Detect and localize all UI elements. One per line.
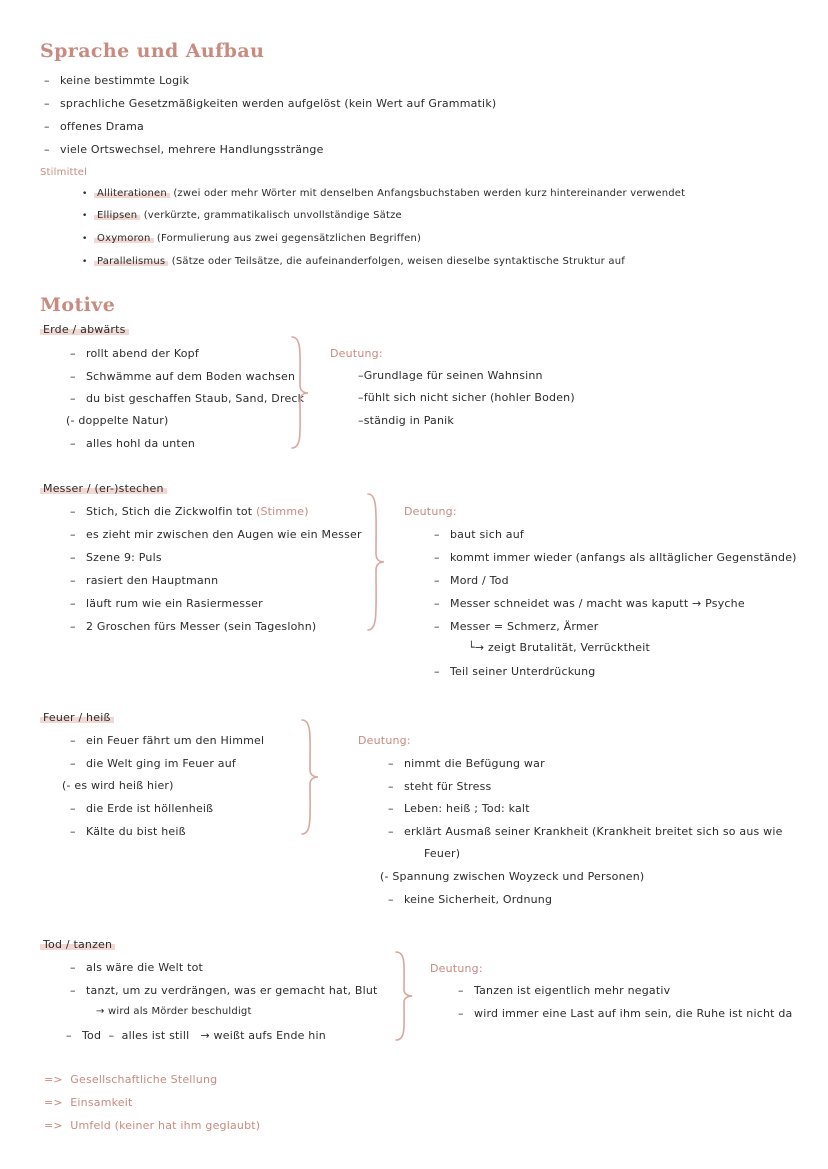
list-item: – die Welt ging im Feuer auf (70, 757, 236, 770)
section-title-motive: Motive (40, 294, 116, 316)
list-item: – Kälte du bist heiß (70, 825, 186, 838)
list-item: – die Erde ist höllenheiß (70, 802, 214, 815)
list-item: – viele Ortswechsel, mehrere Handlungsstränge (44, 143, 324, 156)
deutung-item: – Messer schneidet was / macht was kaputt → Psyche (434, 597, 745, 610)
list-item: – sprachliche Gesetzmäßigkeiten werden aufgelöst (kein Wert auf Grammatik) (44, 97, 497, 110)
deutung-label: Deutung: (358, 734, 411, 747)
deutung-item: –fühlt sich nicht sicher (hohler Boden) (358, 391, 575, 404)
motiv-heading-feuer: Feuer / heiß (40, 711, 114, 724)
stilmittel-label: Stilmittel (40, 167, 88, 178)
motiv-heading-erde: Erde / abwärts (40, 323, 129, 336)
conclusion-item: => Einsamkeit (44, 1096, 133, 1109)
motiv-heading-messer: Messer / (er-)stechen (40, 482, 167, 495)
deutung-label: Deutung: (430, 962, 483, 975)
stilmittel-item: • Ellipsen (verkürzte, grammatikalisch unvollständige Sätze (82, 210, 402, 221)
deutung-item: – Teil seiner Unterdrückung (434, 665, 596, 678)
brace (300, 718, 320, 836)
list-item: – ein Feuer fährt um den Himmel (70, 734, 265, 747)
list-item: – 2 Groschen fürs Messer (sein Tageslohn) (70, 620, 317, 633)
deutung-label: Deutung: (404, 505, 457, 518)
list-subitem: → wird als Mörder beschuldigt (96, 1006, 252, 1017)
stilmittel-item: • Parallelismus (Sätze oder Teilsätze, die aufeinanderfolgen, weisen dieselbe syntaktische Struktur auf (82, 256, 625, 267)
section-title-sprache: Sprache und Aufbau (40, 40, 265, 62)
deutung-label: Deutung: (330, 347, 383, 360)
stilmittel-item: • Alliterationen (zwei oder mehr Wörter mit denselben Anfangsbuchstaben werden kurz hintereinander verwendet (82, 188, 686, 199)
deutung-item: – kommt immer wieder (anfangs als alltäglicher Gegenstände) (434, 551, 797, 564)
deutung-item: – keine Sicherheit, Ordnung (388, 893, 553, 906)
deutung-item: –ständig in Panik (358, 414, 454, 427)
deutung-continuation: Feuer) (424, 847, 461, 860)
motiv-heading-tod: Tod / tanzen (40, 938, 115, 951)
deutung-item: (- Spannung zwischen Woyzeck und Personen) (380, 870, 645, 883)
brace (366, 492, 386, 632)
conclusion-item: => Gesellschaftliche Stellung (44, 1073, 218, 1086)
deutung-item: –Grundlage für seinen Wahnsinn (358, 369, 543, 382)
list-item: – rollt abend der Kopf (70, 347, 199, 360)
list-item: (- es wird heiß hier) (62, 779, 174, 792)
list-item: – keine bestimmte Logik (44, 74, 190, 87)
deutung-item: – Mord / Tod (434, 574, 509, 587)
deutung-item: – baut sich auf (434, 528, 524, 541)
list-item: – Szene 9: Puls (70, 551, 162, 564)
list-item: – Tod – alles ist still → weißt aufs Ende hin (66, 1029, 326, 1042)
list-item: – läuft rum wie ein Rasiermesser (70, 597, 263, 610)
deutung-subitem: └→ zeigt Brutalität, Verrücktheit (468, 641, 650, 654)
deutung-item: – erklärt Ausmaß seiner Krankheit (Krankheit breitet sich so aus wie (388, 825, 783, 838)
list-item: – Schwämme auf dem Boden wachsen (70, 370, 296, 383)
list-item: – es zieht mir zwischen den Augen wie ein Messer (70, 528, 362, 541)
brace (290, 335, 310, 450)
conclusion-item: => Umfeld (keiner hat ihm geglaubt) (44, 1119, 261, 1132)
list-item: – rasiert den Hauptmann (70, 574, 219, 587)
deutung-item: – steht für Stress (388, 780, 492, 793)
list-item: – tanzt, um zu verdrängen, was er gemacht hat, Blut (70, 984, 378, 997)
list-item: – offenes Drama (44, 120, 144, 133)
brace (394, 950, 414, 1042)
deutung-item: – Tanzen ist eigentlich mehr negativ (458, 984, 671, 997)
deutung-item: – wird immer eine Last auf ihm sein, die Ruhe ist nicht da (458, 1007, 793, 1020)
deutung-item: – Leben: heiß ; Tod: kalt (388, 802, 530, 815)
list-item: – als wäre die Welt tot (70, 961, 204, 974)
list-item: – Stich, Stich die Zickwolfin tot (Stimme) (70, 505, 309, 518)
list-item: – du bist geschaffen Staub, Sand, Dreck (70, 392, 305, 405)
stilmittel-item: • Oxymoron (Formulierung aus zwei gegensätzlichen Begriffen) (82, 233, 422, 244)
list-item: (- doppelte Natur) (66, 414, 169, 427)
list-item: – alles hohl da unten (70, 437, 196, 450)
deutung-item: – Messer = Schmerz, Ärmer (434, 620, 599, 633)
deutung-item: – nimmt die Befügung war (388, 757, 545, 770)
